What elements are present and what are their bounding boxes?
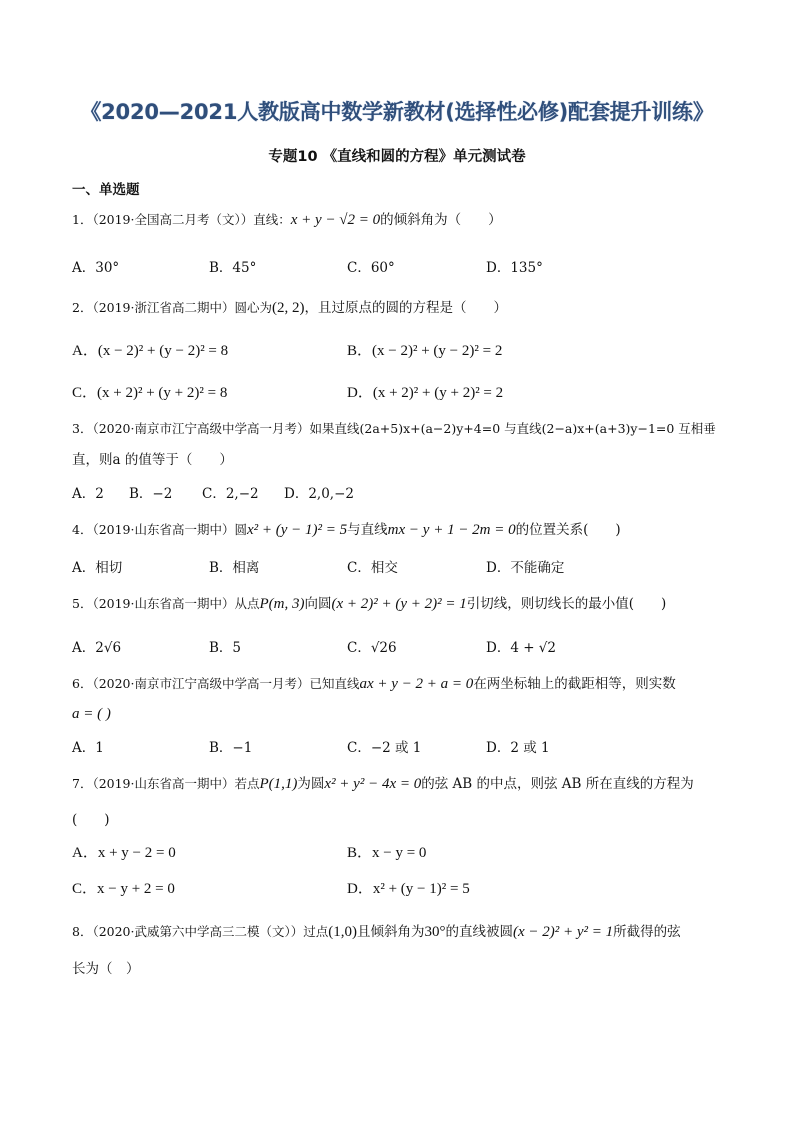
- q6-options: [72, 736, 732, 760]
- question-6-line2: [72, 703, 732, 725]
- q3-option-c[interactable]: C．2,−2: [202, 486, 259, 502]
- q7-options-row2: [72, 877, 732, 901]
- sub-title: 专题10 《直线和圆的方程》单元测试卷: [268, 149, 526, 165]
- q8-formula-angle: 30°: [424, 924, 446, 940]
- q6-option-c[interactable]: C．−2 或 1: [347, 740, 422, 756]
- q1-option-a[interactable]: A．30°: [72, 260, 120, 276]
- q4-option-a[interactable]: A．相切: [72, 560, 123, 576]
- q7-option-d[interactable]: D．x² + (y − 1)² = 5: [347, 881, 470, 897]
- q6-option-d[interactable]: D．2 或 1: [486, 740, 550, 756]
- q1-formula: x + y − √2 = 0: [290, 212, 381, 228]
- q3-option-d[interactable]: D．2,0,−2: [284, 486, 354, 502]
- q7-option-b[interactable]: B．x − y = 0: [347, 845, 427, 861]
- q2-option-d[interactable]: D．(x + 2)² + (y + 2)² = 2: [347, 385, 504, 401]
- q5-options: [72, 636, 732, 660]
- q5-text: 5．（2019·山东省高一期中）从点: [72, 596, 260, 611]
- q3-text-line2: 直，则a 的值等于（ ）: [72, 452, 233, 468]
- q8-text-end: 所截得的弦: [613, 924, 681, 940]
- q2-option-c[interactable]: C．(x + 2)² + (y + 2)² = 8: [72, 385, 228, 401]
- q1-option-b[interactable]: B．45°: [209, 260, 257, 276]
- q6-text: 6．（2020·南京市江宁高级中学高一月考）已知直线: [72, 676, 360, 691]
- q4-text: 4．（2019·山东省高一期中）圆: [72, 522, 247, 537]
- q8-text: 8．（2020·武威第六中学高三二模（文））过点: [72, 924, 329, 939]
- q2-option-a[interactable]: A．(x − 2)² + (y − 2)² = 8: [72, 343, 229, 359]
- q2-text-end: ，且过原点的圆的方程是（ ）: [304, 300, 507, 316]
- q7-formula-circle: x² + y² − 4x = 0: [324, 776, 422, 792]
- q3-text-line1: 3．（2020·南京市江宁高级中学高一月考）如果直线(2a+5)x+(a−2)y+4=0 与直线(2−a)x+(a+3)y−1=0 互相垂: [72, 421, 716, 436]
- question-5: [72, 593, 732, 615]
- q5-text-mid: 向圆: [304, 596, 332, 612]
- q1-option-c[interactable]: C．60°: [347, 260, 395, 276]
- question-7: [72, 773, 732, 795]
- q3-options: [72, 482, 732, 506]
- q3-option-b[interactable]: B．−2: [129, 486, 173, 502]
- q4-text-end: 的位置关系( ): [515, 522, 621, 538]
- q5-option-c[interactable]: C．√26: [347, 640, 397, 656]
- q7-text-line2: ( ): [72, 812, 110, 828]
- q7-option-c[interactable]: C．x − y + 2 = 0: [72, 881, 175, 897]
- q8-text-line2: 长为（ ）: [72, 961, 140, 977]
- q8-text-mid2: 的直线被圆: [445, 924, 513, 940]
- question-3-line2: [72, 449, 732, 471]
- q2-option-b[interactable]: B．(x − 2)² + (y − 2)² = 2: [347, 343, 503, 359]
- q2-formula: (2, 2): [272, 300, 305, 316]
- question-2: [72, 297, 732, 319]
- q7-text-end: 的弦 AB 的中点，则弦 AB 所在直线的方程为: [421, 776, 694, 792]
- q4-formula-line: mx − y + 1 − 2m = 0: [387, 522, 516, 538]
- q6-option-a[interactable]: A．1: [72, 740, 104, 756]
- q5-text-end: 引切线，则切线长的最小值( ): [466, 596, 667, 612]
- q4-option-b[interactable]: B．相离: [209, 560, 260, 576]
- q2-options-row2: [72, 381, 732, 405]
- q5-option-d[interactable]: D．4 + √2: [486, 640, 556, 656]
- q7-text: 7．（2019·山东省高一期中）若点: [72, 776, 260, 791]
- q4-formula-circle: x² + (y − 1)² = 5: [247, 522, 348, 538]
- q5-formula-circle: (x + 2)² + (y + 2)² = 1: [331, 596, 467, 612]
- q3-option-a[interactable]: A．2: [72, 486, 104, 502]
- q1-option-d[interactable]: D．135°: [486, 260, 543, 276]
- q1-text-end: 的倾斜角为（ ）: [380, 212, 502, 228]
- question-6: [72, 673, 732, 695]
- question-1: [72, 209, 732, 231]
- q7-options-row1: [72, 841, 732, 865]
- q2-options-row1: [72, 339, 732, 363]
- q5-option-b[interactable]: B．5: [209, 640, 242, 656]
- q5-formula-point: P(m, 3): [259, 596, 305, 612]
- question-7-line2: [72, 809, 732, 831]
- main-title: 《2020—2021人教版高中数学新教材(选择性必修)配套提升训练》: [80, 100, 714, 124]
- q8-formula-point: (1,0): [328, 924, 357, 940]
- q6-text-end: 在两坐标轴上的截距相等，则实数: [473, 676, 676, 692]
- q5-option-a[interactable]: A．2√6: [72, 640, 122, 656]
- q1-text: 1．（2019·全国高二月考（文））直线：: [72, 212, 291, 227]
- q8-formula-circle: (x − 2)² + y² = 1: [513, 924, 614, 940]
- section-heading: 一、单选题: [72, 182, 140, 198]
- question-4: [72, 519, 732, 541]
- q6-option-b[interactable]: B．−1: [209, 740, 253, 756]
- q7-text-mid: 为圆: [297, 776, 325, 792]
- q6-formula: ax + y − 2 + a = 0: [359, 676, 474, 692]
- q4-option-c[interactable]: C．相交: [347, 560, 398, 576]
- question-8: [72, 921, 732, 943]
- q2-text: 2．（2019·浙江省高二期中）圆心为: [72, 300, 272, 315]
- q7-formula-point: P(1,1): [259, 776, 298, 792]
- question-8-line2: [72, 958, 732, 980]
- q1-options: [72, 256, 732, 280]
- q8-text-mid: 且倾斜角为: [357, 924, 425, 940]
- q7-option-a[interactable]: A．x + y − 2 = 0: [72, 845, 176, 861]
- q6-text-line2: a = ( ): [72, 706, 111, 722]
- q4-options: [72, 556, 732, 580]
- question-3: [72, 418, 732, 440]
- q4-option-d[interactable]: D．不能确定: [486, 560, 565, 576]
- q4-text-mid: 与直线: [347, 522, 388, 538]
